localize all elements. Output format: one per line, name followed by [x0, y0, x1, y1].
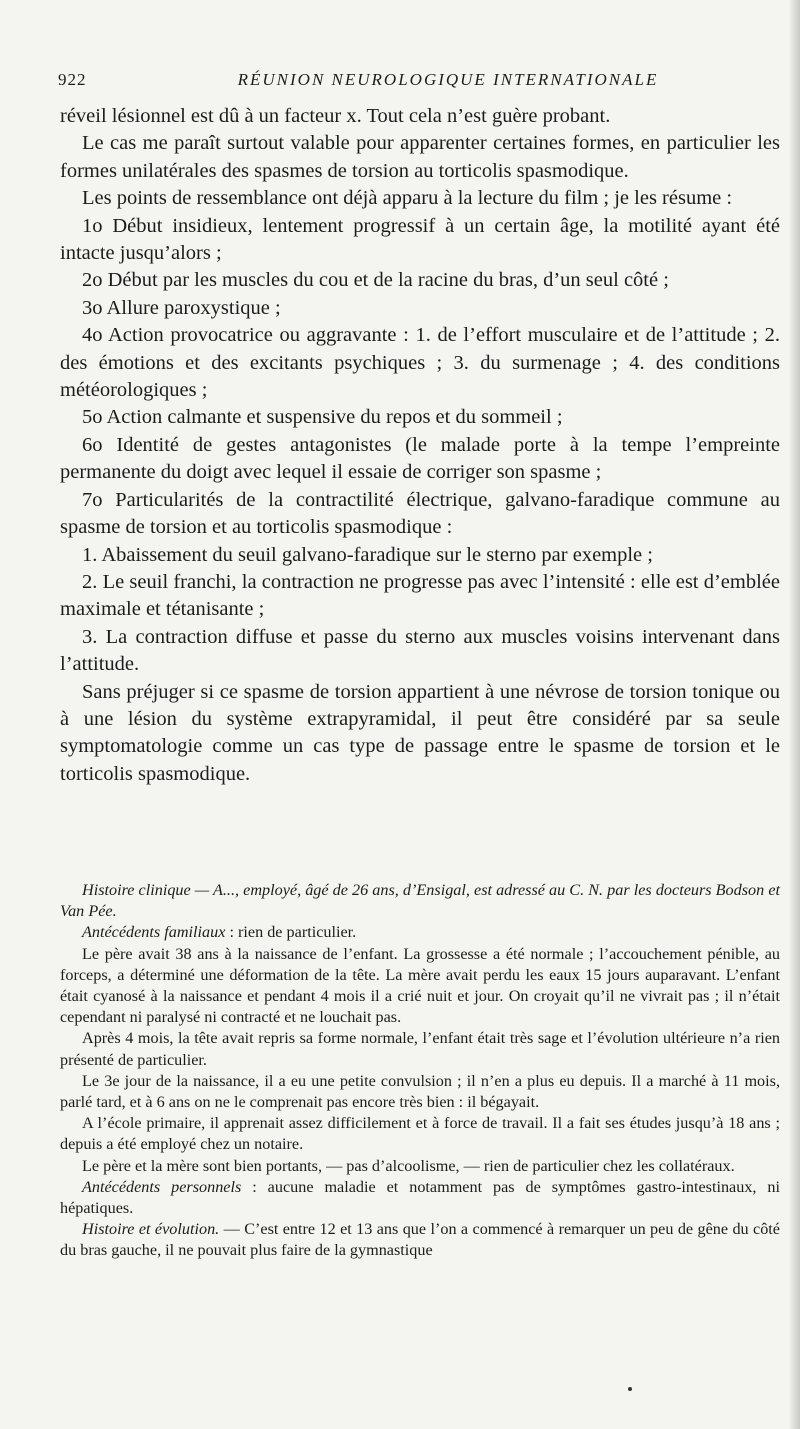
sub-list-item: 2. Le seuil franchi, la contraction ne progresse pas avec l’intensité : elle est d’emblée maximale et tétanisante ; — [60, 570, 780, 621]
section-text: : aucune maladie et notamment pas de symptômes gastro-intestinaux, ni hépatiques. — [60, 1177, 781, 1218]
sub-list-item: 3. La contraction diffuse et passe du sterno aux muscles voisins intervenant dans l’attitude. — [60, 625, 780, 676]
page-number: 922 — [58, 70, 87, 89]
list-item: 1o Début insidieux, lentement progressif à un certain âge, la motilité ayant été intacte jusqu’alors ; — [60, 214, 780, 265]
case-paragraph: A l’école primaire, il apprenait assez difficilement et à force de travail. Il a fait ses études jusqu’à 18 ans ; depuis a été employé chez un notaire. — [60, 1114, 780, 1154]
ink-speck — [628, 1387, 632, 1391]
section-text: — C’est entre 12 et 13 ans que l’on a commencé à remarquer un peu de gêne du côté du bras gauche, il ne pouvait plus faire de la gymnastique — [60, 1220, 780, 1260]
case-paragraph: Le 3e jour de la naissance, il a eu une petite convulsion ; il n’en a plus eu depuis. Il a marché à 11 mois, parlé tard, et à 6 ans on ne le comprenait pas encore très bien : il bégayait. — [60, 1071, 780, 1112]
case-paragraph — [60, 1219, 780, 1261]
list-item: 5o Action calmante et suspensive du repos et du sommeil ; — [82, 406, 563, 429]
case-report — [60, 880, 780, 1262]
paragraph: réveil lésionnel est dû à un facteur x. Tout cela n’est guère probant. — [60, 105, 611, 127]
page-header — [58, 70, 772, 94]
section-text: : rien de particulier. — [225, 923, 357, 942]
paragraph: Les points de ressemblance ont déjà apparu à la lecture du film ; je les résume : — [82, 187, 733, 210]
section-label: Antécédents familiaux — [82, 923, 226, 942]
main-text — [60, 103, 780, 788]
section-label: Antécédents personnels — [82, 1177, 242, 1196]
case-intro: Histoire clinique — A..., employé, âgé de 26 ans, d’Ensigal, est adressé au C. N. par les docteurs Bodson et Van Pée. — [60, 881, 780, 921]
page-edge-shadow — [788, 0, 800, 1429]
case-paragraph: Le père et la mère sont bien portants, — pas d’alcoolisme, — rien de particulier chez les collatéraux. — [82, 1156, 735, 1175]
running-title: RÉUNION NEUROLOGIQUE INTERNATIONALE — [237, 70, 659, 89]
list-item: 7o Particularités de la contractilité électrique, galvano-faradique commune au spasme de torsion et au torticolis spasmodique : — [60, 488, 780, 539]
conclusion-paragraph: Sans préjuger si ce spasme de torsion appartient à une névrose de torsion tonique ou à une lésion du système extrapyramidal, il peut être considéré par sa seule symptomatologie comme un cas type de passage entre le spasme de torsion et le torticolis spasmodique. — [60, 680, 780, 785]
list-item: 2o Début par les muscles du cou et de la racine du bras, d’un seul côté ; — [82, 269, 669, 292]
case-paragraph — [60, 922, 780, 943]
list-item: 4o Action provocatrice ou aggravante : 1. de l’effort musculaire et de l’attitude ; 2. des émotions et des excitants psychiques ; 3. du surmenage ; 4. des conditions météorologiques ; — [60, 324, 780, 402]
section-label: Histoire et évolution. — [82, 1220, 220, 1239]
list-item: 6o Identité de gestes antagonistes (le malade porte à la tempe l’empreinte permanente du doigt avec lequel il essaie de corriger son spasme ; — [60, 433, 780, 484]
case-paragraph — [60, 1177, 780, 1219]
list-item: 3o Allure paroxystique ; — [82, 296, 281, 319]
paragraph: Le cas me paraît surtout valable pour apparenter certaines formes, en particulier les formes unilatérales des spasmes de torsion au torticolis spasmodique. — [60, 132, 780, 182]
sub-list-item: 1. Abaissement du seuil galvano-faradique sur le sterno par exemple ; — [82, 543, 653, 566]
case-paragraph: Le père avait 38 ans à la naissance de l’enfant. La grossesse a été normale ; l’accouchement pénible, au forceps, a déterminé une déformation de la tête. La mère avait perdu les eaux 15 jours auparavant. L’enfant était cyanosé à la naissance et pendant 4 mois il a crié nuit et jour. On croyait qu’il ne vivrait pas ; il n’était cependant ni paralysé ni contracté et ne louchait pas. — [60, 944, 780, 1027]
case-paragraph: Après 4 mois, la tête avait repris sa forme normale, l’enfant était très sage et l’évolution ultérieure n’a rien présenté de particulier. — [60, 1029, 780, 1069]
